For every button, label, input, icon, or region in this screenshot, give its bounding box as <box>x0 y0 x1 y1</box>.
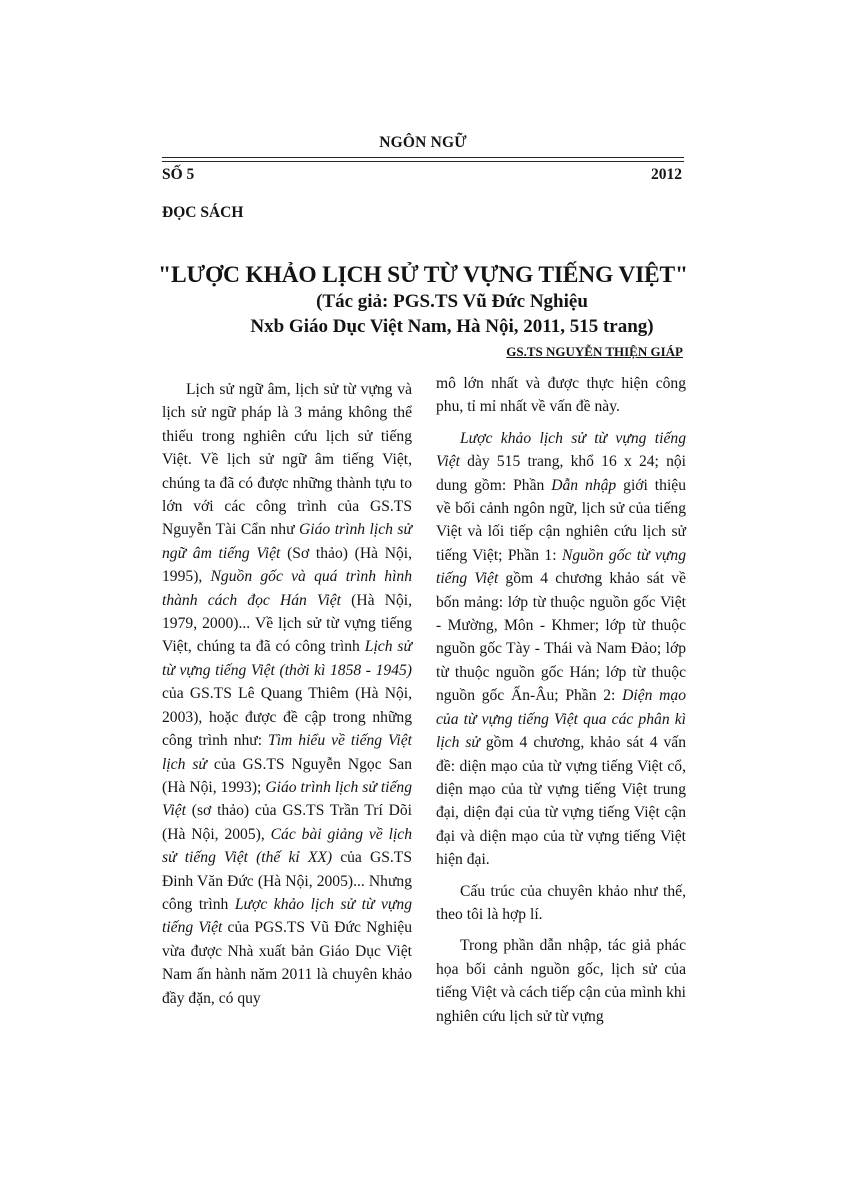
paragraph-1: Lịch sử ngữ âm, lịch sử từ vựng và lịch sử ngữ pháp là 3 mảng không thể thiếu trong nghiên cứu lịch sử tiếng Việt. Về lịch sử ngữ âm tiếng Việt, chúng ta đã có được những thành tựu to lớn với các công trình của GS.TS Nguyễn Tài Cẩn như Giáo trình lịch sử ngữ âm tiếng Việt (Sơ thảo) (Hà Nội, 1995), Nguồn gốc và quá trình hình thành cách đọc Hán Việt (Hà Nội, 1979, 2000)... Về lịch sử từ vựng tiếng Việt, chúng ta đã có công trình Lịch sử từ vựng tiếng Việt (thời kì 1858 - 1945) của GS.TS Lê Quang Thiêm (Hà Nội, 2003), hoặc được đề cập trong những công trình như: Tìm hiểu về tiếng Việt lịch sử của GS.TS Nguyễn Ngọc San (Hà Nội, 1993); Giáo trình lịch sử tiếng Việt (sơ thảo) của GS.TS Trần Trí Dõi (Hà Nội, 2005), Các bài giảng về lịch sử tiếng Việt (thế kỉ XX) của GS.TS Đinh Văn Đức (Hà Nội, 2005)... Nhưng công trình Lược khảo lịch sử từ vựng tiếng Việt của PGS.TS Vũ Đức Nghiệu vừa được Nhà xuất bản Giáo Dục Việt Nam ấn hành năm 2011 là chuyên khảo đầy đặn, có quy <box>162 381 413 1007</box>
paragraph-1-continued: mô lớn nhất và được thực hiện công phu, tỉ mỉ nhất về vấn đề này. <box>436 375 686 416</box>
article-title: "LƯỢC KHẢO LỊCH SỬ TỪ VỰNG TIẾNG VIỆT" <box>158 262 688 288</box>
right-column <box>436 372 686 1028</box>
paragraph-3: Cấu trúc của chuyên khảo như thế, theo tôi là hợp lí. <box>436 882 686 923</box>
header-rule-top <box>162 157 684 158</box>
header-rule-bottom <box>162 161 684 162</box>
journal-name: NGÔN NGỮ <box>379 134 467 151</box>
issue-year: 2012 <box>651 166 682 183</box>
paragraph-2: Lược khảo lịch sử từ vựng tiếng Việt dày 515 trang, khổ 16 x 24; nội dung gồm: Phần Dẫn nhập giới thiệu về bối cảnh ngôn ngữ, lịch sử của tiếng Việt và lối tiếp cận nghiên cứu lịch sử tiếng Việt; Phần 1: Nguồn gốc từ vựng tiếng Việt gồm 4 chương khảo sát về bốn mảng: lớp từ thuộc nguồn gốc Việt - Mường, Môn - Khmer; lớp từ thuộc nguồn gốc Tày - Thái và Nam Đảo; lớp từ thuộc nguồn gốc Hán; lớp từ thuộc nguồn gốc Ấn-Âu; Phần 2: Diện mạo của từ vựng tiếng Việt qua các phân kì lịch sử gồm 4 chương, khảo sát 4 vấn đề: diện mạo của từ vựng tiếng Việt cổ, diện mạo của từ vựng tiếng Việt trung đại, diện đại của từ vựng tiếng Việt cận đại và diện mạo của từ vựng tiếng Việt hiện đại. <box>436 429 686 869</box>
section-label: ĐỌC SÁCH <box>162 204 244 221</box>
left-column <box>162 378 412 1010</box>
article-author: GS.TS NGUYỄN THIỆN GIÁP <box>506 344 683 359</box>
paragraph-4: Trong phần dẫn nhập, tác giả phác họa bối cảnh nguồn gốc, lịch sử của tiếng Việt và cách tiếp cận của mình khi nghiên cứu lịch sử từ vựng <box>436 937 686 1025</box>
article-subtitle-line2: Nxb Giáo Dục Việt Nam, Hà Nội, 2011, 515 trang) <box>250 316 654 337</box>
article-subtitle-line1: (Tác giả: PGS.TS Vũ Đức Nghiệu <box>316 291 588 312</box>
issue-number: SỐ 5 <box>162 166 195 183</box>
